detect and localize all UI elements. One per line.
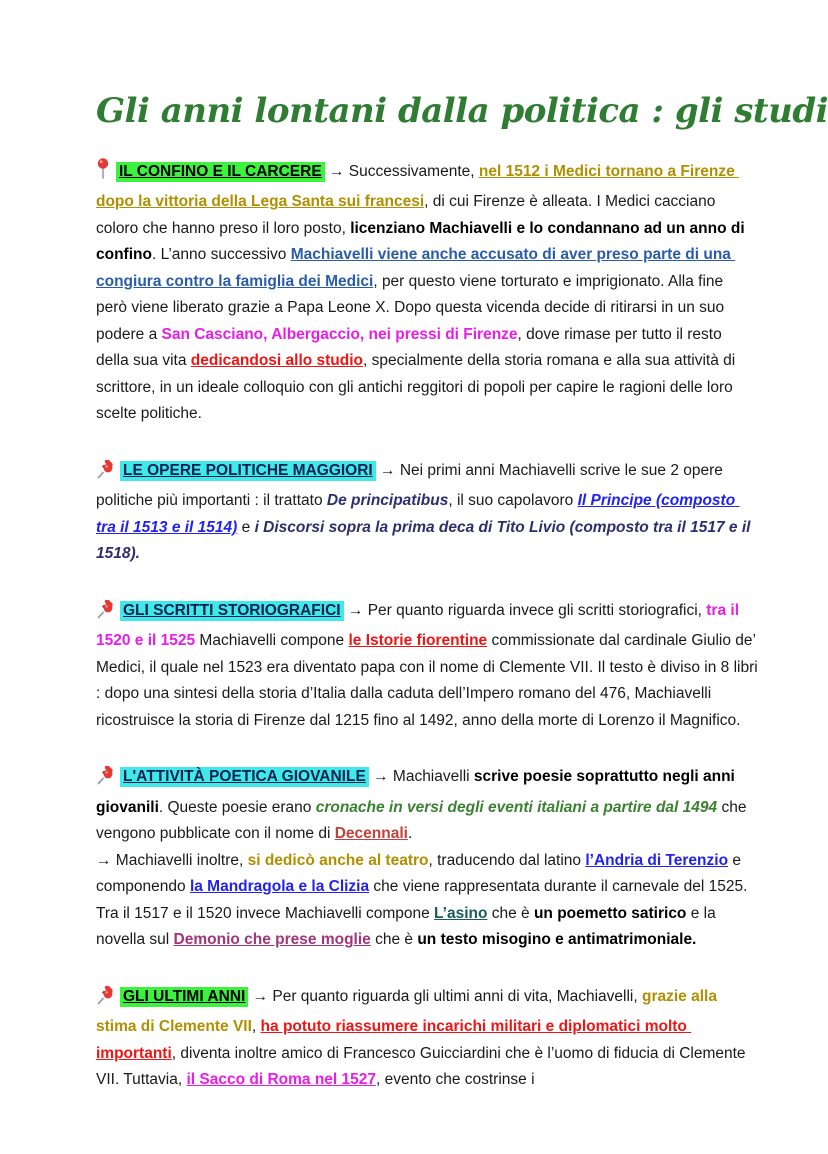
text-run: Il Principe (composto tra il 1513 e il 1514) xyxy=(96,492,740,536)
text-run: , dove rimase per tutto il resto della sua vita xyxy=(96,325,727,370)
text-run: l’Andria di Terenzio xyxy=(585,851,729,869)
pushpin-icon xyxy=(96,460,114,489)
text-run: . L’anno successivo xyxy=(151,246,291,264)
section-heading: GLI ULTIMI ANNI xyxy=(120,987,248,1007)
text-run: un poemetto satirico xyxy=(533,904,687,922)
text-run: → Successivamente, xyxy=(324,162,479,180)
section-confino-e-carcere xyxy=(96,158,758,428)
paragraph-text xyxy=(96,163,749,423)
text-run: . Queste poesie erano xyxy=(158,798,316,816)
text-run: cronache in versi degli eventi italiani a partire dal 1494 xyxy=(315,798,718,816)
paragraph xyxy=(96,458,758,568)
text-run: , il suo capolavoro xyxy=(448,492,578,510)
section-opere-politiche xyxy=(96,458,758,568)
text-run: De principatibus xyxy=(326,492,449,510)
paragraph xyxy=(96,848,758,954)
text-run: , diventa inoltre amico di Francesco Guicciardini che è l’uomo di fiducia di Clemente VII. Tuttavia, xyxy=(96,1044,750,1089)
text-run: le Istorie fiorentine xyxy=(348,632,488,650)
section-ultimi-anni xyxy=(96,984,758,1094)
paragraph xyxy=(96,984,758,1094)
text-run: e componendo xyxy=(96,851,746,896)
text-run: scrive poesie soprattutto negli anni giovanili xyxy=(96,768,740,816)
text-run: , specialmente della storia romana e alla sua attività di scrittore, in un ideale colloquio con gli antichi reggitori di popoli per capire le ragioni delle loro scelte politiche. xyxy=(96,352,740,423)
text-run: si dedicò anche al teatro xyxy=(247,851,429,869)
text-run: e xyxy=(237,518,255,536)
text-run: che viene rappresentata durante il carnevale del 1525. Tra il 1517 e il 1520 invece Machiavelli compone xyxy=(96,878,752,922)
text-run: , di cui Firenze è alleata. I Medici cacciano coloro che hanno preso il loro posto, xyxy=(96,193,720,237)
text-run: nel 1512 i Medici tornano a Firenze dopo la vittoria della Lega Santa sui francesi xyxy=(96,162,740,211)
text-run: un testo misogino e antimatrimoniale. xyxy=(417,931,697,949)
text-run: L’asino xyxy=(434,904,488,922)
section-heading: GLI SCRITTI STORIOGRAFICI xyxy=(120,601,344,621)
text-run: → Per quanto riguarda invece gli scritti storiografici, xyxy=(343,601,707,619)
section-heading: L'ATTIVITÀ POETICA GIOVANILE xyxy=(120,767,369,787)
text-run: Machiavelli viene anche accusato di aver preso parte di una congiura contro la famiglia dei Medici xyxy=(96,246,736,290)
paragraph xyxy=(96,158,758,428)
text-run: Decennali xyxy=(334,825,408,843)
pushpin-icon xyxy=(96,600,114,629)
section-heading: LE OPERE POLITICHE MAGGIORI xyxy=(120,461,376,481)
text-run: → Per quanto riguarda gli ultimi anni di vita, Machiavelli, xyxy=(248,987,642,1005)
text-run: → Nei primi anni Machiavelli scrive le sue 2 opere politiche più importanti : il trattato xyxy=(96,461,728,510)
text-run: Machiavelli compone xyxy=(195,632,349,650)
text-run: → Machiavelli inoltre, xyxy=(96,851,248,869)
text-run: tra il 1520 e il 1525 xyxy=(96,601,744,650)
text-run: , xyxy=(251,1018,261,1036)
text-run: dedicandosi allo studio xyxy=(190,352,364,370)
text-run: , per questo viene torturato e imprigionato. Alla fine però viene liberato grazie a Papa Leone X. Dopo questa vicenda decide di ritirarsi in un suo podere a xyxy=(96,272,729,343)
text-run: Demonio che prese moglie xyxy=(173,931,371,949)
text-run: ha potuto riassumere incarichi militari e diplomatici molto importanti xyxy=(96,1018,692,1062)
page-title: Gli anni lontani dalla politica : gli studi xyxy=(96,91,828,131)
text-run: che è xyxy=(487,904,534,922)
text-run: commissionate dal cardinale Giulio de’ Medici, il quale nel 1523 era diventato papa con il nome di Clemente VII. Il testo è diviso in 8 libri : dopo una sintesi della storia d’Italia dalla caduta dell’Impero romano del 476, Machiavelli ricostruisce la storia di Firenze dal 1215 fino al 1492, anno della morte di Lorenzo il Magnifico. xyxy=(96,632,763,729)
text-run: i Discorsi sopra la prima deca di Tito Livio (composto tra il 1517 e il 1518). xyxy=(96,518,755,563)
text-run: licenziano Machiavelli e lo condannano ad un anno di confino xyxy=(96,219,749,264)
text-run: grazie alla stima di Clemente VII xyxy=(96,987,722,1036)
text-run: → Machiavelli xyxy=(368,768,474,786)
pushpin-icon xyxy=(96,986,114,1015)
text-run: che vengono pubblicate con il nome di xyxy=(96,798,751,843)
text-run: il Sacco di Roma nel 1527 xyxy=(186,1071,376,1089)
text-run: e la novella sul xyxy=(96,904,721,949)
pushpin-icon xyxy=(96,766,114,795)
text-run: che è xyxy=(370,931,418,949)
text-run: . xyxy=(407,825,413,843)
section-scritti-storiografici xyxy=(96,598,763,735)
section-heading: IL CONFINO E IL CARCERE xyxy=(116,162,325,182)
text-run: , evento che costrinse i xyxy=(376,1071,535,1089)
paragraph xyxy=(96,598,763,735)
text-run: la Mandragola e la Clizia xyxy=(189,878,370,896)
round-pin-icon xyxy=(96,158,110,190)
text-run: San Casciano, Albergaccio, nei pressi di Firenze xyxy=(161,325,518,343)
section-attivita-poetica xyxy=(96,764,758,954)
paragraph-text xyxy=(96,852,751,949)
paragraph xyxy=(96,764,758,848)
text-run: , traducendo dal latino xyxy=(428,851,586,869)
